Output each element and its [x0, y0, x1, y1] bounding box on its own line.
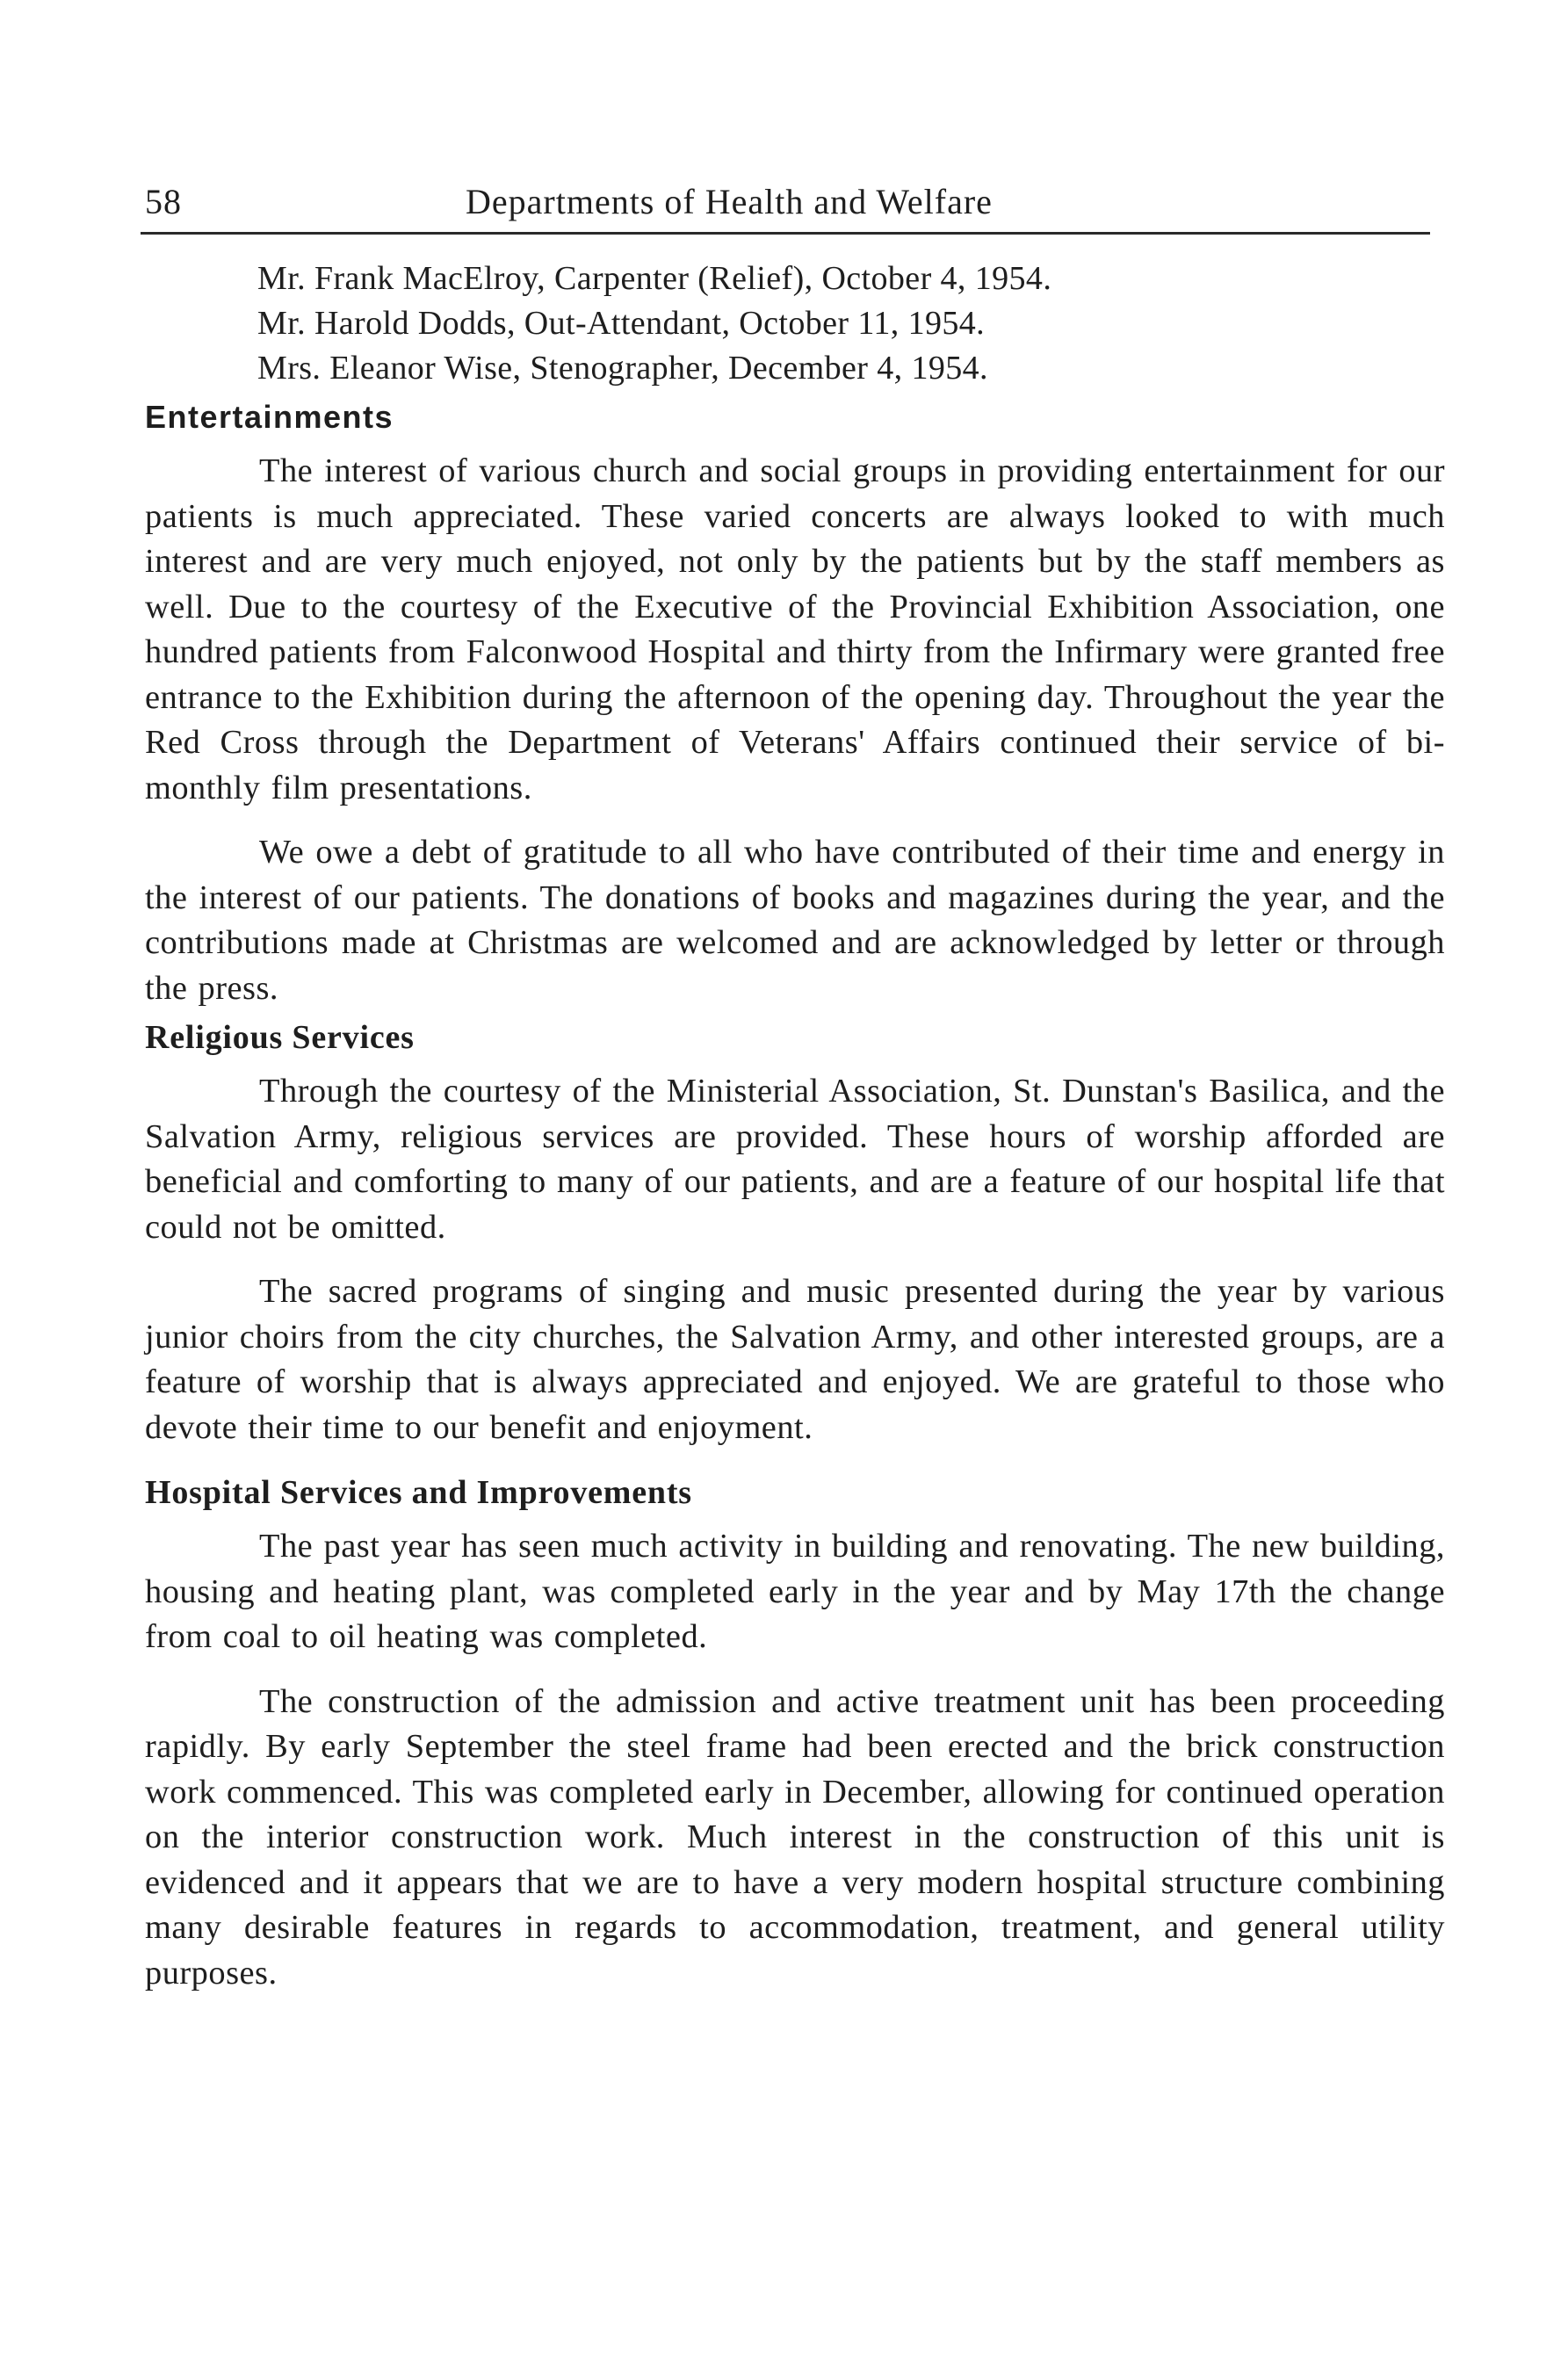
paragraph: We owe a debt of gratitude to all who have contributed of their time and energy in the interest of our patients. The donations of books and magazines during the year, and the contributions made at Christmas are welcomed and are acknowledged by letter or through the press.: [145, 834, 1445, 1007]
page-header: [145, 180, 1427, 233]
paragraph: The interest of various church and social groups in providing entertainment for our patients is much appreciated. These varied concerts are always looked to with much interest and are very much enjoyed, not only by the patients but by the staff members as well. Due to the courtesy of the Executive of the Provincial Exhibition Association, one hundred patients from Falconwood Hospital and thirty from the Infirmary were granted free entrance to the Exhibition during the afternoon of the opening day. Throughout the year the Red Cross through the Department of Veterans' Affairs continued their service of bi-monthly film presentations.: [145, 452, 1445, 806]
staff-list-item: Mr. Frank MacElroy, Carpenter (Relief), October 4, 1954.: [257, 260, 1052, 297]
paragraph: Through the courtesy of the Ministerial Association, St. Dunstan's Basilica, and the Salvation Army, religious services are provided. These hours of worship afforded are beneficial and comforting to many of our patients, and are a feature of our hospital life that could not be omitted.: [145, 1073, 1445, 1246]
staff-list: [145, 257, 1445, 391]
section-heading-entertainments: Entertainments: [145, 399, 394, 435]
header-rule: [141, 232, 1430, 235]
staff-list-item: Mrs. Eleanor Wise, Stenographer, December 4, 1954.: [257, 350, 988, 387]
staff-list-item: Mr. Harold Dodds, Out-Attendant, October 11, 1954.: [257, 305, 986, 342]
running-title: Departments of Health and Welfare: [466, 182, 993, 221]
paragraph: The sacred programs of singing and music presented during the year by various junior choirs from the city churches, the Salvation Army, and other interested groups, are a feature of worship that is always appreciated and enjoyed. We are grateful to those who devote their time to our benefit and enjoyment.: [145, 1273, 1445, 1446]
section-heading-hospital-services: Hospital Services and Improvements: [145, 1474, 692, 1511]
section-religious-services: [145, 1015, 1445, 1450]
page-content: [145, 257, 1445, 2015]
paragraph: The construction of the admission and active treatment unit has been proceeding rapidly. By early September the steel frame had been erected and the brick construction work commenced. This was completed early in December, allowing for continued operation on the interior construction work. Much interest in the construction of this unit is evidenced and it appears that we are to have a very modern hospital structure combining many desirable features in regards to accommodation, treatment, and general utility purposes.: [145, 1682, 1445, 1992]
page-number: 58: [145, 182, 182, 221]
section-entertainments: [145, 394, 1445, 1011]
section-hospital-services: [145, 1470, 1445, 1996]
section-heading-religious-services: Religious Services: [145, 1019, 415, 1056]
paragraph: The past year has seen much activity in building and renovating. The new building, housing and heating plant, was completed early in the year and by May 17th the change from coal to oil heating was completed.: [145, 1528, 1445, 1655]
